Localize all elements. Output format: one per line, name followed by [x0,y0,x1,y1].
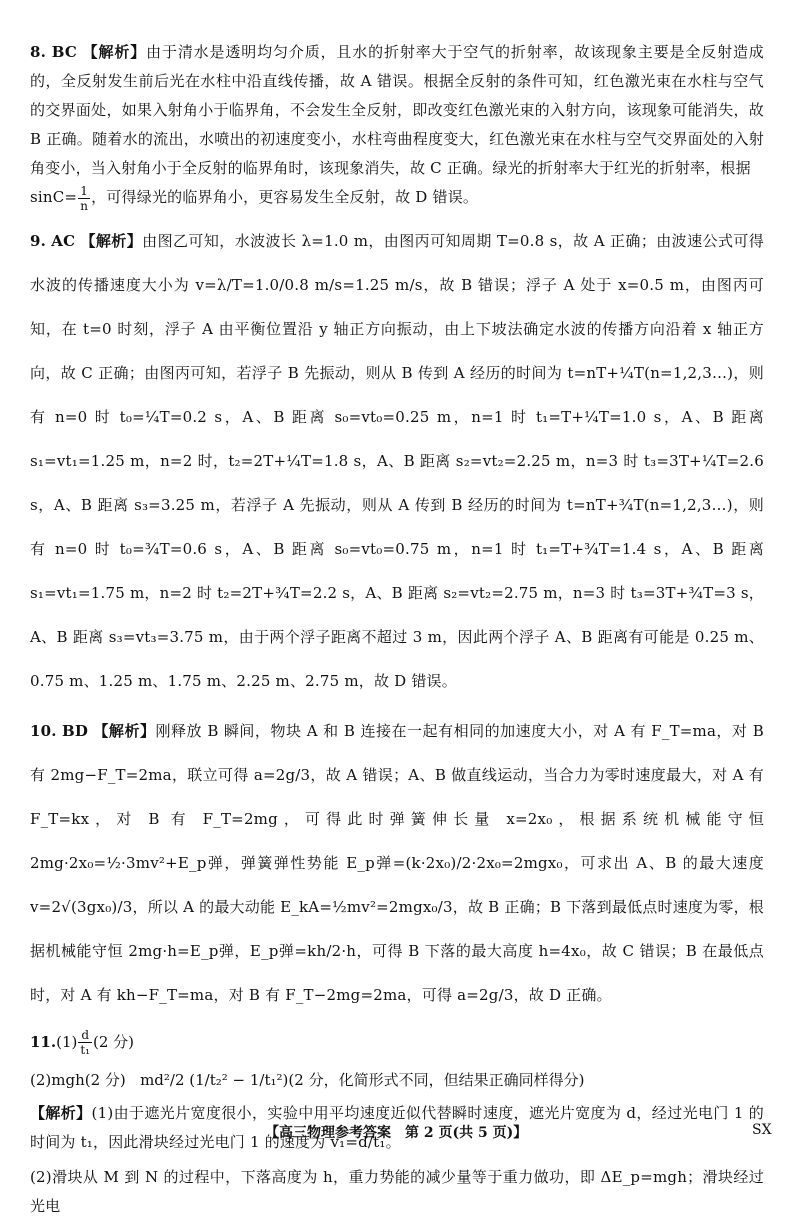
answer-text: mgh(2 分) [51,1070,126,1089]
question-11-part-1 [30,1023,764,1061]
footer-code: SX [752,1122,772,1138]
question-9 [30,219,764,703]
analysis-tag: 【解析】 [80,231,143,250]
answer-choice: BC [51,43,77,61]
part-label: (1) [56,1032,78,1051]
analysis-text: ，可得绿光的临界角小，更容易发生全反射，故 D 错误。 [91,188,479,206]
analysis-tag: 【解析】 [93,721,156,740]
score-note: (2 分，化简形式不同，但结果正确同样得分) [288,1070,585,1089]
analysis-text: (2)滑块从 M 到 N 的过程中，下落高度为 h，重力势能的减少量等于重力做功，即 ΔE_p=mgh；滑块经过光电 [30,1167,764,1215]
question-11-analysis-2 [30,1163,764,1221]
score: (2 分) [93,1032,135,1051]
analysis-tag: 【解析】 [30,1103,92,1122]
question-number: 10. [30,721,57,740]
question-number: 11. [30,1032,57,1051]
analysis-text: 由图乙可知，水波波长 λ=1.0 m，由图丙可知周期 T=0.8 s，故 A 正确；由波速公式可得水波的传播速度大小为 v=λ/T=1.0/0.8 m/s=1.25 m/s，故 B 错误；浮子 A 处于 x=0.5 m，由图丙可知，在 t=0 时刻，浮子 A 由平衡位置沿 y 轴正方向振动，由上下坡法确定水波的传播方向沿着 x 轴正方向，故 C 正确；由图丙可知，若浮子 B 先振动，则从 B 传到 A 经历的时间为 t=nT+¼T(n=1,2,3…)，则有 n=0 时 t₀=¼T=0.2 s，A、B 距离 s₀=vt₀=0.25 m，n=1 时 t₁=T+¼T=1.0 s，A、B 距离 s₁=vt₁=1.25 m，n=2 时，t₂=2T+¼T=1.8 s，A、B 距离 s₂=vt₂=2.25 m，n=3 时 t₃=3T+¼T=2.6 s，A、B 距离 s₃=3.25 m，若浮子 A 先振动，则从 A 传到 B 经历的时间为 t=nT+¾T(n=1,2,3…)，则有 n=0 时 t₀=¾T=0.6 s，A、B 距离 s₀=vt₀=0.75 m，n=1 时 t₁=T+¾T=1.4 s，A、B 距离 s₁=vt₁=1.75 m，n=2 时 t₂=2T+¾T=2.2 s，A、B 距离 s₂=vt₂=2.75 m，n=3 时 t₃=3T+¾T=3 s，A、B 距离 s₃=vt₃=3.75 m，由于两个浮子距离不超过 3 m，因此两个浮子 A、B 距离有可能是 0.25 m、0.75 m、1.25 m、1.75 m、2.25 m、2.75 m，故 D 错误。 [30,231,765,690]
analysis-text: 刚释放 B 瞬间，物块 A 和 B 连接在一起有相同的加速度大小，对 A 有 F_T=ma，对 B 有 2mg−F_T=2ma，联立可得 a=2g/3，故 A 错误；A、B 做直线运动，当合力为零时速度最大，对 A 有 F_T=kx，对 B 有 F_T=2mg，可得此时弹簧伸长量 x=2x₀，根据系统机械能守恒 2mg·2x₀=½·3mv²+E_p弹，弹簧弹性势能 E_p弹=(k·2x₀)/2·2x₀=2mgx₀，可求出 A、B 的最大速度 v=2√(3gx₀)/3，所以 A 的最大动能 E_kA=½mv²=2mgx₀/3，故 B 正确；B 下落到最低点时速度为零，根据机械能守恒 2mg·h=E_p弹，E_p弹=kh/2·h，可得 B 下落的最大高度 h=4x₀，故 C 错误；B 在最低点时，对 A 有 kh−F_T=ma，对 B 有 F_T−2mg=2ma，可得 a=2g/3，故 D 正确。 [30,721,764,1004]
fraction: $\frac{d}{\text{t₁}}$ [80,1028,90,1057]
fraction: $\frac{1}{n}$ [80,183,89,213]
question-10 [30,709,764,1017]
analysis-text: (1)由于遮光片宽度很小，实验中用平均速度近似代替瞬时速度，遮光片宽度为 d，经过光电门 1 的时间为 t₁，因此滑块经过光电门 1 的速度为 v₁=d/t₁。 [30,1103,764,1151]
analysis-tag: 【解析】 [82,43,147,61]
analysis-text: 由于清水是透明均匀介质，且水的折射率大于空气的折射率，故该现象主要是全反射造成的，全反射发生前后光在水柱中沿直线传播，故 A 错误。根据全反射的条件可知，红色激光束在水柱与空气的交界面处，如果入射角小于临界角，不会发生全反射，即改变红色激光束的入射方向，该现象可能消失，故 B 正确。随着水的流出，水喷出的初速度变小，水柱弯曲程度变大，红色激光束在水柱与空气交界面处的入射角变小，当入射角小于全反射的临界角时，该现象消失，故 C 正确。绿光的折射率大于红光的折射率，根据 [30,43,765,177]
question-number: 9. [30,231,47,250]
part-label: (2) [30,1070,52,1089]
answer-choice: BD [62,721,89,740]
question-8 [30,38,764,213]
question-number: 8. [30,43,47,61]
formula-prefix: sinC= [30,188,78,206]
answer-formula: md²/2 (1/t₂² − 1/t₁²) [140,1070,289,1089]
question-11-part-2 [30,1061,764,1099]
footer-title: 【高三物理参考答案 第 2 页(共 5 页)】 [265,1125,528,1141]
answer-choice: AC [51,231,76,250]
